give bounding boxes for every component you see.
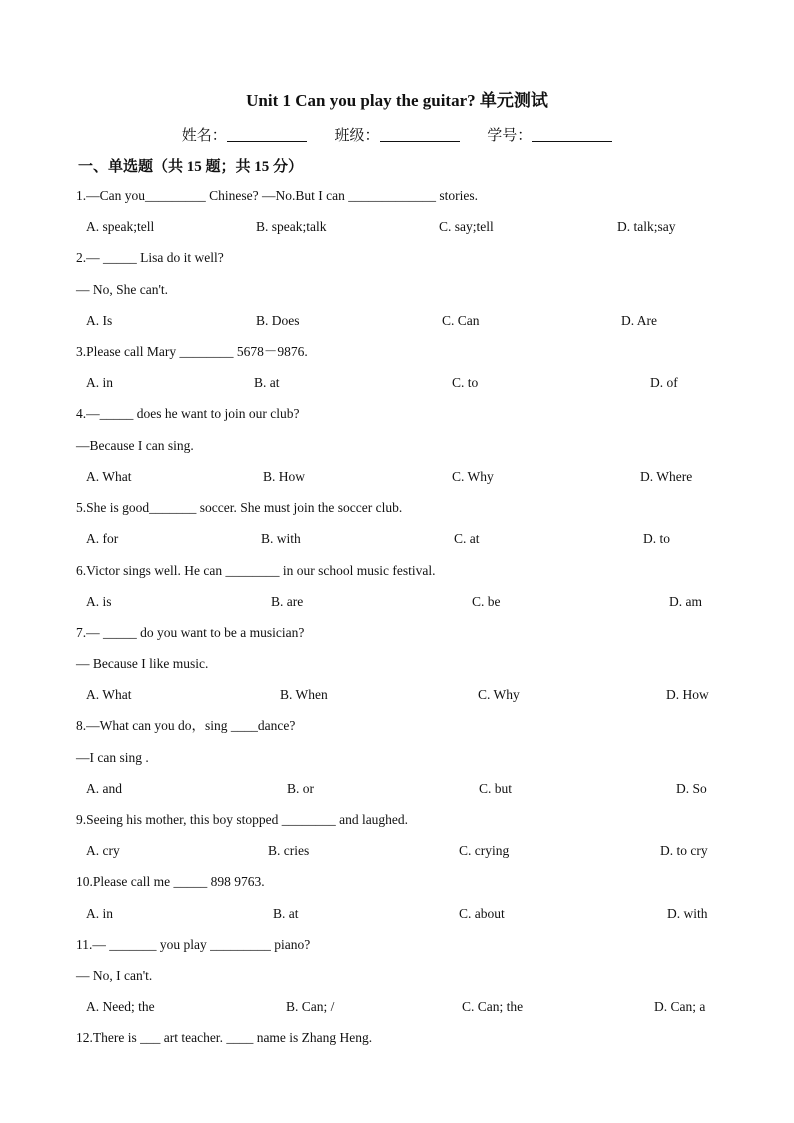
- option-a: A. cry: [86, 843, 120, 858]
- option-a: A. is: [86, 594, 112, 609]
- option-c: C. to: [452, 375, 479, 390]
- option-b: B. or: [287, 781, 314, 796]
- question-line: 12.There is ___ art teacher. ____ name is Zhang Heng.: [76, 1030, 373, 1045]
- option-a: A. and: [86, 781, 122, 796]
- name-blank[interactable]: [227, 127, 307, 142]
- option-b: B. at: [273, 906, 299, 921]
- option-a: A. What: [86, 687, 132, 702]
- class-blank[interactable]: [380, 127, 460, 142]
- option-c: C. but: [479, 781, 513, 796]
- option-b: B. cries: [268, 843, 310, 858]
- question-line: 5.She is good_______ soccer. She must join the soccer club.: [76, 500, 403, 515]
- option-a: A. Is: [86, 313, 113, 328]
- question-line: — No, She can't.: [76, 282, 169, 297]
- student-info: [0, 124, 794, 145]
- option-c: C. crying: [459, 843, 510, 858]
- class-label: 班级：: [334, 128, 380, 144]
- question-line: 1.—Can you_________ Chinese? —No.But I can _____________ stories.: [76, 188, 478, 203]
- option-a: A. for: [86, 531, 119, 546]
- section-title: 一、单选题（共 15 题；共 15 分）: [78, 159, 304, 175]
- name-label: 姓名：: [181, 128, 227, 144]
- option-b: B. are: [271, 594, 304, 609]
- option-a: A. Need; the: [86, 999, 155, 1014]
- question-line: — Because I like music.: [76, 656, 209, 671]
- option-d: D. talk;say: [617, 219, 676, 234]
- option-c: C. Can; the: [462, 999, 524, 1014]
- question-line: 6.Victor sings well. He can ________ in our school music festival.: [76, 563, 436, 578]
- option-d: D. am: [669, 594, 702, 609]
- option-c: C. be: [472, 594, 501, 609]
- option-a: A. speak;tell: [86, 219, 155, 234]
- number-field: [487, 124, 612, 145]
- option-d: D. So: [676, 781, 707, 796]
- option-b: B. Does: [256, 313, 300, 328]
- option-c: C. Can: [442, 313, 480, 328]
- option-c: C. say;tell: [439, 219, 494, 234]
- option-d: D. to cry: [660, 843, 708, 858]
- option-d: D. Where: [640, 469, 693, 484]
- option-c: C. about: [459, 906, 505, 921]
- option-a: A. in: [86, 375, 113, 390]
- option-b: B. How: [263, 469, 306, 484]
- option-d: D. of: [650, 375, 678, 390]
- question-line: 2.— _____ Lisa do it well?: [76, 250, 224, 265]
- option-c: C. at: [454, 531, 480, 546]
- option-b: B. speak;talk: [256, 219, 327, 234]
- question-line: 4.—_____ does he want to join our club?: [76, 406, 300, 421]
- question-line: 3.Please call Mary ________ 5678－9876.: [76, 344, 308, 359]
- question-line: 9.Seeing his mother, this boy stopped ________ and laughed.: [76, 812, 409, 827]
- question-line: — No, I can't.: [76, 968, 153, 983]
- page-title: Unit 1 Can you play the guitar? 单元测试: [246, 91, 548, 110]
- question-line: 7.— _____ do you want to be a musician?: [76, 625, 305, 640]
- name-field: [182, 124, 307, 145]
- option-d: D. Can; a: [654, 999, 706, 1014]
- question-line: —Because I can sing.: [76, 438, 194, 453]
- option-b: B. at: [254, 375, 280, 390]
- option-d: D. How: [666, 687, 709, 702]
- question-line: 11.— _______ you play _________ piano?: [76, 937, 311, 952]
- option-d: D. Are: [621, 313, 657, 328]
- option-c: C. Why: [452, 469, 494, 484]
- option-b: B. with: [261, 531, 301, 546]
- number-blank[interactable]: [532, 127, 612, 142]
- option-c: C. Why: [478, 687, 520, 702]
- option-d: D. with: [667, 906, 708, 921]
- question-line: 10.Please call me _____ 898 9763.: [76, 874, 265, 889]
- option-a: A. What: [86, 469, 132, 484]
- option-b: B. Can; /: [286, 999, 335, 1014]
- question-line: —I can sing .: [76, 750, 149, 765]
- class-field: [334, 124, 459, 145]
- number-label: 学号：: [487, 128, 533, 144]
- question-line: 8.—What can you do，sing ____dance?: [76, 718, 296, 733]
- option-b: B. When: [280, 687, 328, 702]
- option-a: A. in: [86, 906, 113, 921]
- option-d: D. to: [643, 531, 670, 546]
